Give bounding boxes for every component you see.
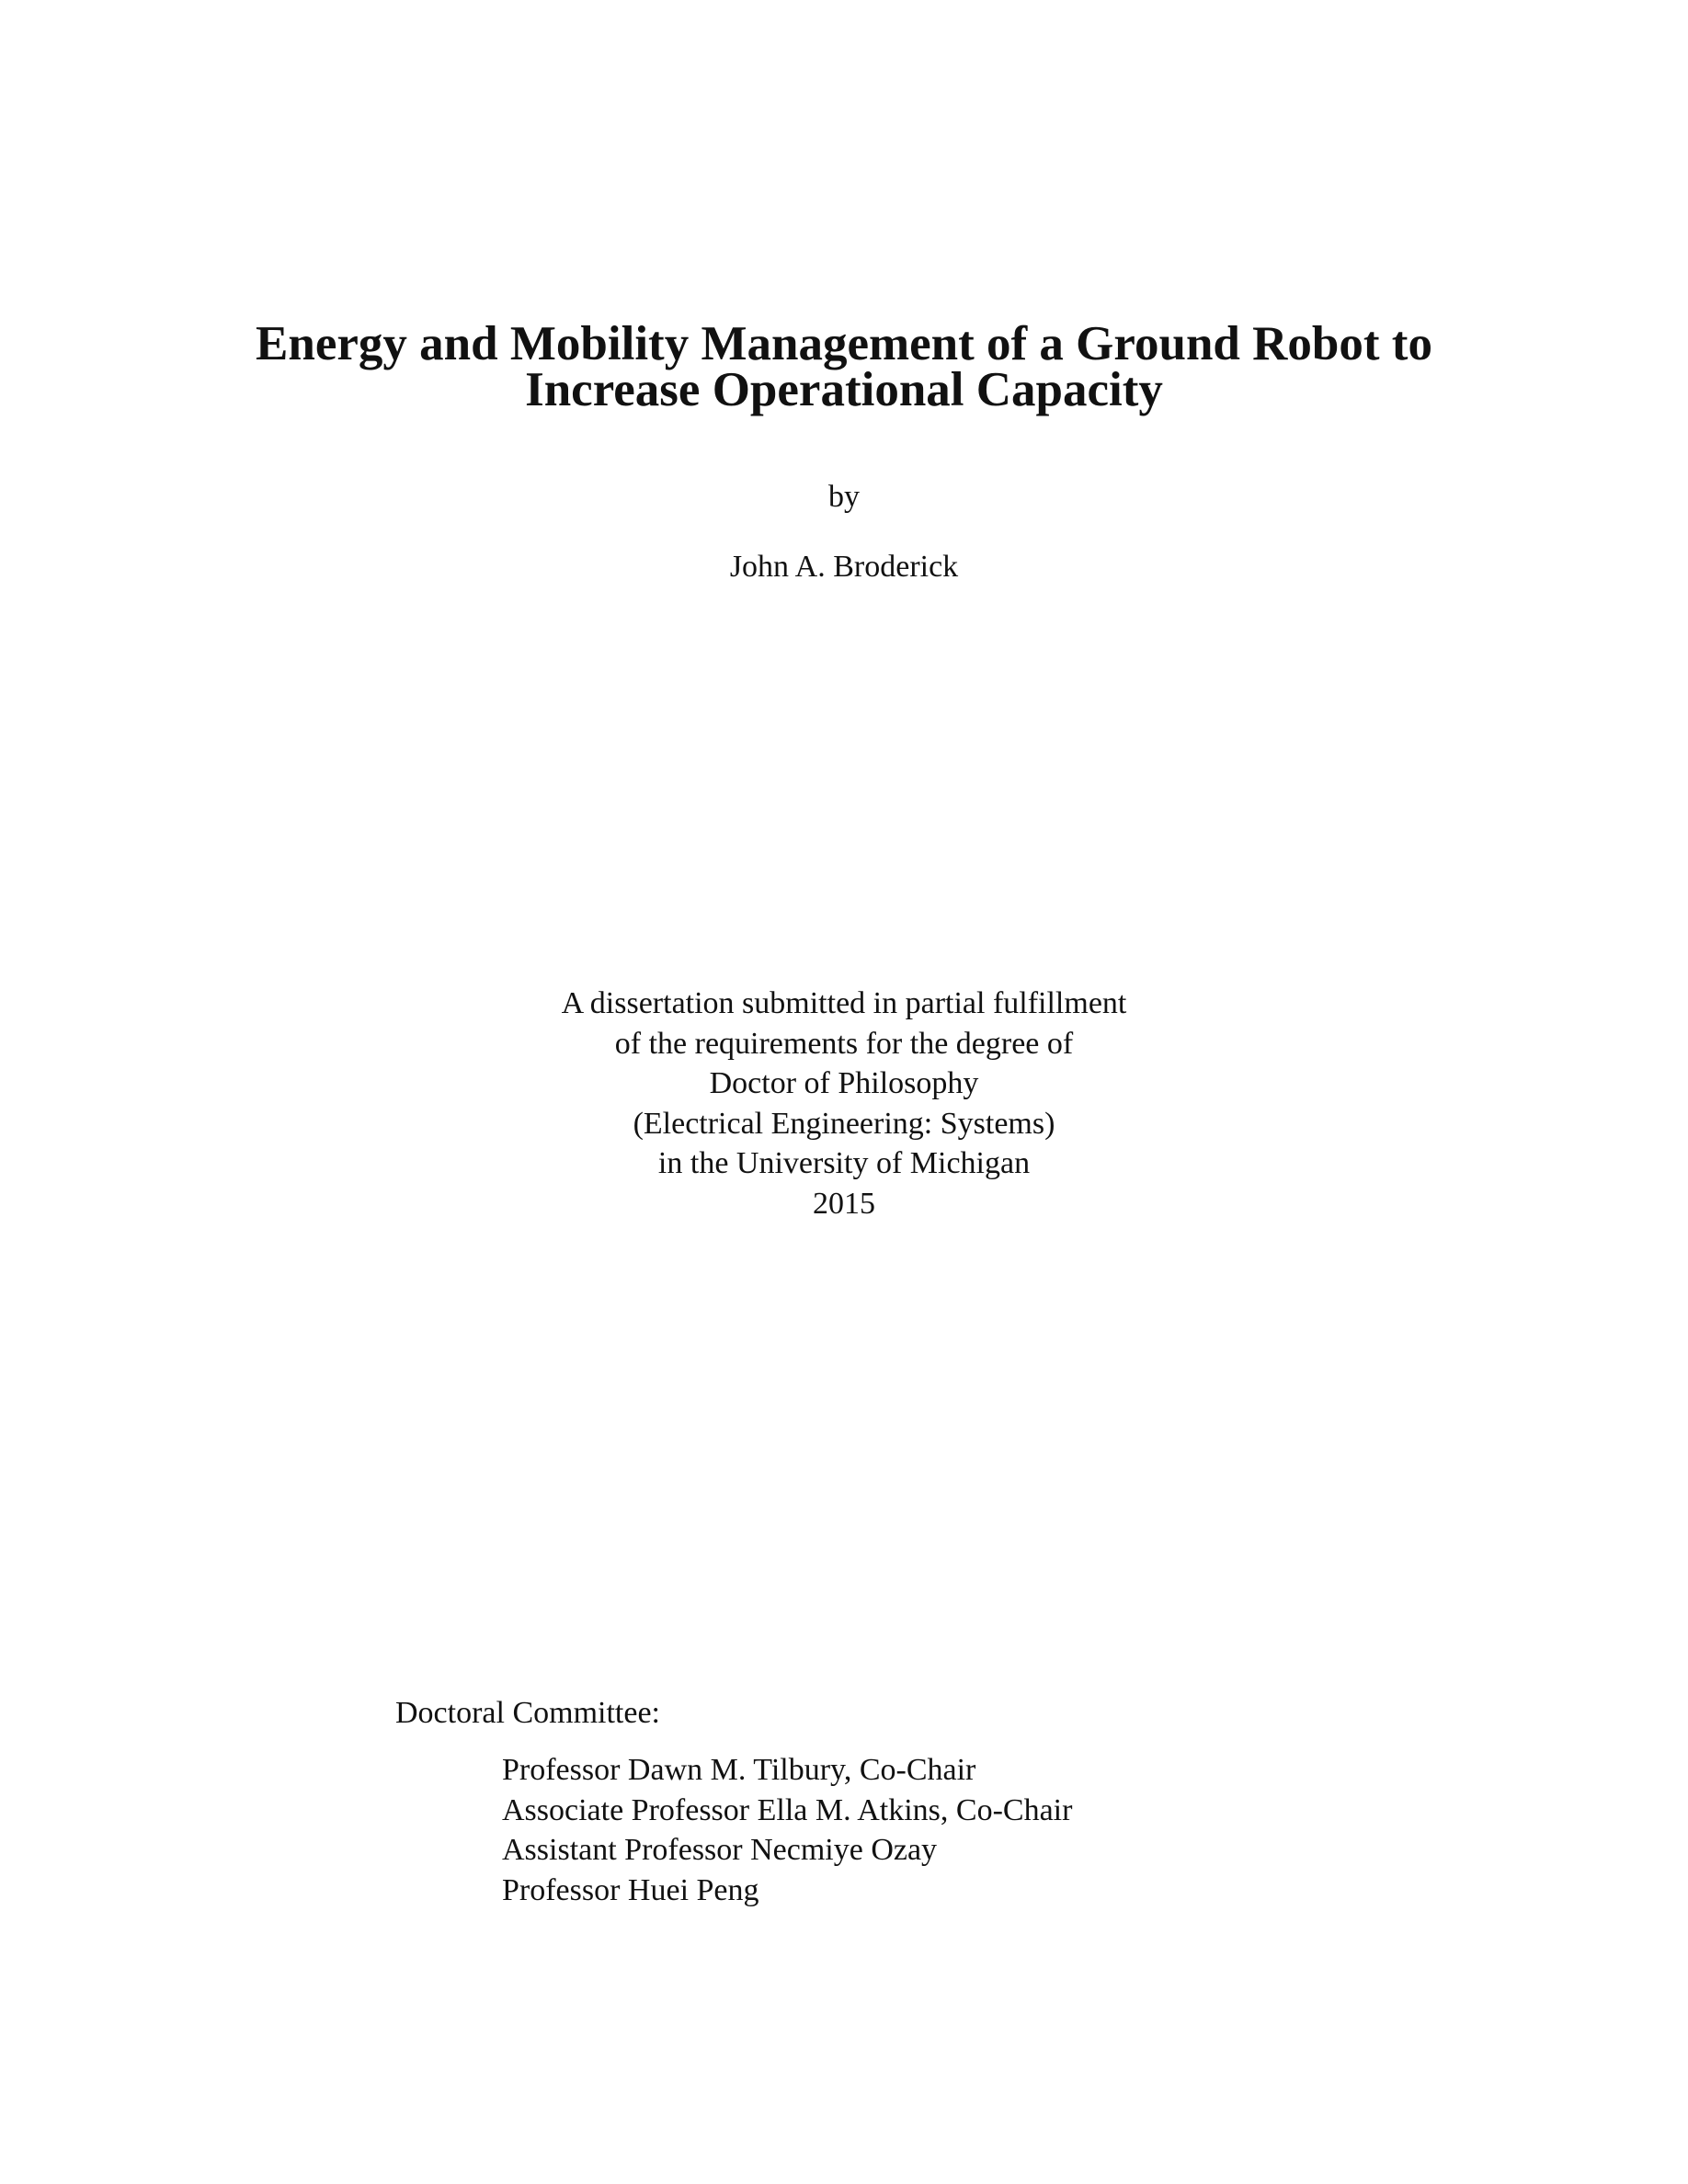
statement-line: A dissertation submitted in partial fulfillment (561, 986, 1127, 1020)
statement-line: Doctor of Philosophy (709, 1066, 979, 1101)
committee-member: Associate Professor Ella M. Atkins, Co-Chair (502, 1792, 1073, 1827)
committee-member: Professor Huei Peng (502, 1872, 759, 1907)
dissertation-title-line-2: Increase Operational Capacity (525, 363, 1163, 416)
dissertation-title-line-1: Energy and Mobility Management of a Ground Robot to (256, 317, 1432, 370)
statement-year: 2015 (813, 1186, 875, 1221)
committee-heading: Doctoral Committee: (395, 1696, 660, 1730)
committee-member-list (502, 1750, 1072, 1910)
degree-statement (0, 984, 1688, 1224)
committee-member: Professor Dawn M. Tilbury, Co-Chair (502, 1753, 976, 1787)
by-label: by (828, 480, 860, 514)
committee-member: Assistant Professor Necmiye Ozay (502, 1833, 938, 1868)
statement-line: (Electrical Engineering: Systems) (633, 1106, 1055, 1141)
statement-line: in the University of Michigan (657, 1146, 1031, 1181)
statement-line: of the requirements for the degree of (614, 1026, 1074, 1061)
author-name: John A. Broderick (729, 550, 959, 584)
